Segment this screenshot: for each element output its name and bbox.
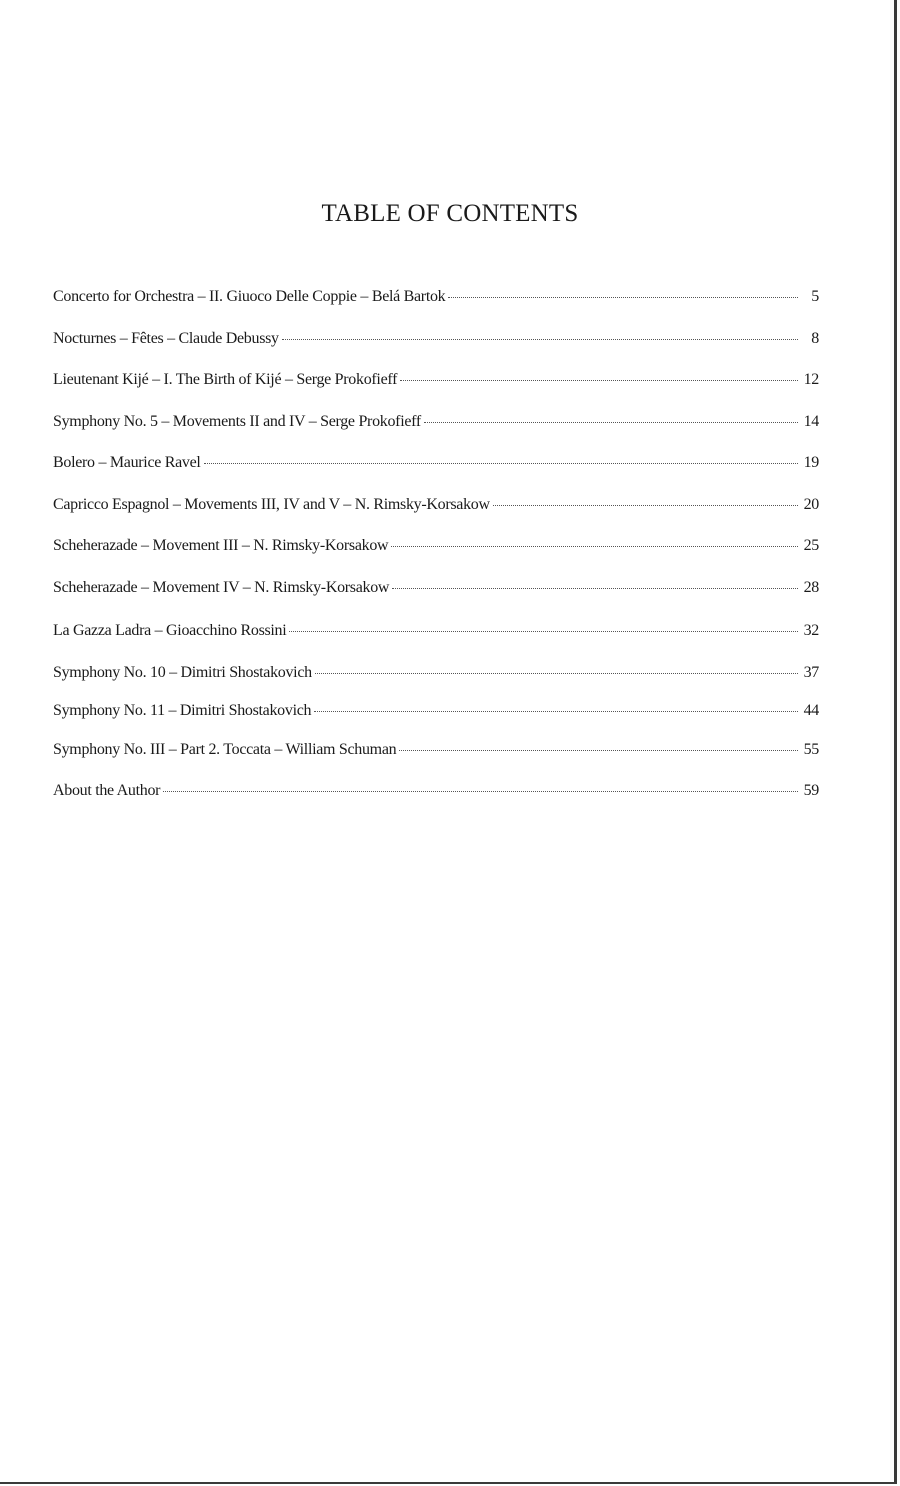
toc-entry-page: 25 xyxy=(803,537,819,554)
toc-entry[interactable] xyxy=(53,371,819,413)
dot-leader xyxy=(289,631,798,632)
dot-leader xyxy=(392,588,798,589)
toc-entry[interactable] xyxy=(53,741,819,783)
toc-entry-title: About the Author xyxy=(53,782,161,799)
dot-leader xyxy=(400,380,798,381)
dot-leader xyxy=(424,422,798,423)
toc-entry-page: 55 xyxy=(803,740,819,758)
dot-leader xyxy=(448,297,798,298)
toc-entry-page: 37 xyxy=(803,663,819,681)
toc-entry[interactable] xyxy=(53,454,819,496)
toc-entry-title: Capricco Espagnol – Movements III, IV and V – N. Rimsky-Korsakow xyxy=(53,495,490,513)
toc-entry-title: Symphony No. 10 – Dimitri Shostakovich xyxy=(53,663,312,681)
toc-entry-title: Scheherazade – Movement III – N. Rimsky-Korsakow xyxy=(53,537,389,554)
toc-entry[interactable] xyxy=(53,664,819,703)
dot-leader xyxy=(493,505,798,506)
toc-entry-title: Symphony No. 11 – Dimitri Shostakovich xyxy=(53,702,312,719)
toc-entry-title: Scheherazade – Movement IV – N. Rimsky-Korsakow xyxy=(53,578,390,596)
dot-leader xyxy=(204,463,798,464)
toc-entry[interactable] xyxy=(53,782,819,824)
toc-entry[interactable] xyxy=(53,702,819,741)
toc-entry-page: 32 xyxy=(803,622,819,639)
toc-entry-page: 14 xyxy=(803,412,819,430)
toc-entry-title: Lieutenant Kijé – I. The Birth of Kijé – Serge Prokofieff xyxy=(53,371,398,388)
toc-entry[interactable] xyxy=(53,537,819,579)
toc-entry-title: Symphony No. 5 – Movements II and IV – Serge Prokofieff xyxy=(53,412,421,430)
toc-entry-page: 5 xyxy=(811,288,819,305)
toc-entry-title: Nocturnes – Fêtes – Claude Debussy xyxy=(53,329,279,347)
toc-entry[interactable] xyxy=(53,579,819,623)
dot-leader xyxy=(314,711,798,712)
toc-entry-page: 20 xyxy=(803,495,819,513)
toc-entry-title: Concerto for Orchestra – II. Giuoco Delle Coppie – Belá Bartok xyxy=(53,288,446,305)
toc-entry-page: 59 xyxy=(803,782,819,799)
toc-entry[interactable] xyxy=(53,496,819,538)
toc-list xyxy=(53,288,819,824)
toc-entry[interactable] xyxy=(53,330,819,372)
toc-entry-page: 19 xyxy=(803,454,819,471)
toc-entry-title: Bolero – Maurice Ravel xyxy=(53,454,201,471)
dot-leader xyxy=(399,750,798,751)
toc-entry-title: La Gazza Ladra – Gioacchino Rossini xyxy=(53,622,287,639)
dot-leader xyxy=(391,546,798,547)
dot-leader xyxy=(163,791,798,792)
toc-entry[interactable] xyxy=(53,288,819,330)
page-title: TABLE OF CONTENTS xyxy=(321,200,579,227)
toc-entry-page: 8 xyxy=(811,329,819,347)
dot-leader xyxy=(315,673,798,674)
toc-entry-page: 44 xyxy=(803,702,819,719)
toc-entry[interactable] xyxy=(53,622,819,664)
toc-entry-page: 12 xyxy=(803,371,819,388)
toc-entry[interactable] xyxy=(53,413,819,455)
dot-leader xyxy=(282,339,798,340)
toc-entry-page: 28 xyxy=(803,578,819,596)
toc-entry-title: Symphony No. III – Part 2. Toccata – William Schuman xyxy=(53,740,397,758)
